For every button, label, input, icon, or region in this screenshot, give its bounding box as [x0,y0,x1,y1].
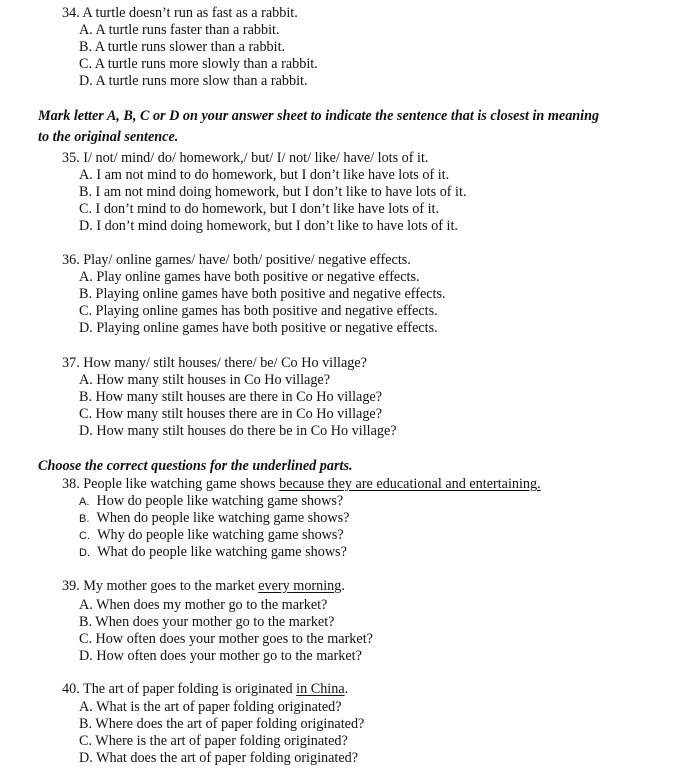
question-35-option-a[interactable]: A. I am not mind to do homework, but I don’t like have lots of it. [79,167,450,183]
question-38-stem [62,476,541,493]
question-39-option-c[interactable]: C. How often does your mother goes to the market? [79,631,373,647]
question-36-option-c[interactable]: C. Playing online games has both positive and negative effects. [79,303,438,319]
question-38-option-c[interactable] [79,527,344,545]
question-34-option-b[interactable]: B. A turtle runs slower than a rabbit. [79,39,286,55]
question-39-stem-end: . [341,578,345,594]
option-text: When do people like watching game shows? [96,510,350,526]
question-34-stem: 34. A turtle doesn’t run as fast as a rabbit. [62,5,298,21]
instruction-heading-line-1: Mark letter A, B, C or D on your answer sheet to indicate the sentence that is closest in meaning [38,108,600,124]
option-letter: A. [79,496,90,508]
option-text: Why do people like watching game shows? [97,527,344,543]
question-37-option-d[interactable]: D. How many stilt houses do there be in Co Ho village? [79,423,397,439]
question-40-option-a[interactable]: A. What is the art of paper folding originated? [79,699,342,715]
question-40-option-c[interactable]: C. Where is the art of paper folding originated? [79,733,348,749]
instruction-heading-line-2: to the original sentence. [38,129,179,145]
question-35-stem: 35. I/ not/ mind/ do/ homework,/ but/ I/ not/ like/ have/ lots of it. [62,150,429,166]
question-36-option-b[interactable]: B. Playing online games have both positive and negative effects. [79,286,446,302]
question-38-option-b[interactable] [79,510,349,528]
question-40-stem-end: . [344,681,349,697]
question-38-option-d[interactable] [79,544,347,562]
question-39-underlined-part: every morning [258,578,342,594]
option-text: How do people like watching game shows? [96,493,344,509]
question-40-stem [62,681,348,698]
question-35-option-b[interactable]: B. I am not mind doing homework, but I don’t like to have lots of it. [79,184,467,200]
question-37-stem: 37. How many/ stilt houses/ there/ be/ Co Ho village? [62,355,367,371]
question-35-option-c[interactable]: C. I don’t mind to do homework, but I don’t like have lots of it. [79,201,440,217]
question-38-option-a[interactable] [79,493,343,511]
instruction-heading-underlined-parts: Choose the correct questions for the underlined parts. [38,458,353,474]
option-text: What do people like watching game shows? [97,544,347,560]
question-38-stem-text: 38. People like watching game shows [62,476,280,492]
question-40-option-b[interactable]: B. Where does the art of paper folding originated? [79,716,365,732]
question-39-stem [62,578,345,595]
question-35-option-d[interactable]: D. I don’t mind doing homework, but I don’t like to have lots of it. [79,218,458,234]
question-36-option-d[interactable]: D. Playing online games have both positive or negative effects. [79,320,438,336]
question-39-stem-text: 39. My mother goes to the market [62,578,259,594]
option-letter: D. [79,547,90,559]
option-letter: B. [79,513,90,525]
question-34-option-d[interactable]: D. A turtle runs more slow than a rabbit. [79,73,308,89]
option-letter: C. [79,530,90,542]
question-39-option-a[interactable]: A. When does my mother go to the market? [79,597,328,613]
question-37-option-b[interactable]: B. How many stilt houses are there in Co Ho village? [79,389,383,405]
question-39-option-d[interactable]: D. How often does your mother go to the market? [79,648,362,664]
question-39-option-b[interactable]: B. When does your mother go to the market? [79,614,335,630]
question-34-option-a[interactable]: A. A turtle runs faster than a rabbit. [79,22,280,38]
question-34-option-c[interactable]: C. A turtle runs more slowly than a rabbit. [79,56,318,72]
question-40-option-d[interactable]: D. What does the art of paper folding originated? [79,750,359,766]
question-37-option-c[interactable]: C. How many stilt houses there are in Co Ho village? [79,406,383,422]
question-36-stem: 36. Play/ online games/ have/ both/ positive/ negative effects. [62,252,411,268]
question-40-underlined-part: in China [296,681,345,697]
question-38-underlined-part: because they are educational and entertaining. [279,476,541,492]
question-36-option-a[interactable]: A. Play online games have both positive or negative effects. [79,269,420,285]
question-37-option-a[interactable]: A. How many stilt houses in Co Ho village? [79,372,331,388]
question-40-stem-text: 40. The art of paper folding is originated [62,681,297,697]
